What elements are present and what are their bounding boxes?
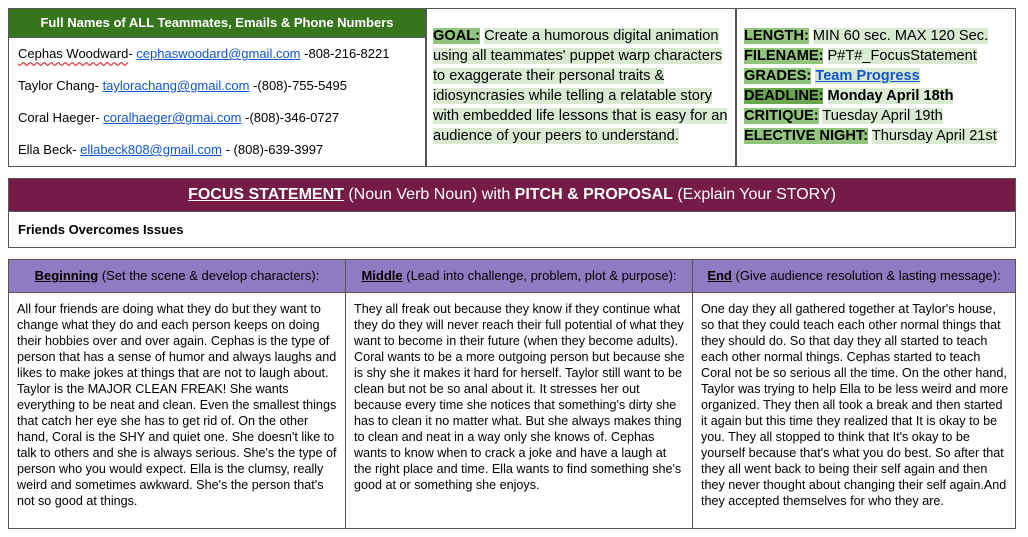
elective-line bbox=[744, 126, 1015, 146]
deadline-line bbox=[744, 86, 1015, 106]
beginning-label: Beginning bbox=[34, 268, 99, 283]
member-email-link[interactable]: cephaswoodard@gmail.com bbox=[136, 46, 301, 61]
goal-line: to exaggerate their personal traits & bbox=[433, 68, 665, 84]
middle-column bbox=[346, 260, 693, 528]
member-row: Cephas Woodward- cephaswoodard@gmail.com -808-216-8221 bbox=[18, 46, 390, 61]
middle-hint: (Lead into challenge, problem, plot & purpose): bbox=[402, 268, 677, 283]
end-column bbox=[693, 260, 1015, 528]
member-email-link[interactable]: coralhaeger@gmai.com bbox=[103, 110, 242, 125]
member-phone: - (808)-639-3997 bbox=[225, 142, 324, 157]
member-email-link[interactable]: taylorachang@gmail.com bbox=[102, 78, 250, 93]
goal-line: Create a humorous digital animation bbox=[484, 28, 719, 44]
member-phone: -808-216-8221 bbox=[304, 46, 390, 61]
beginning-hint: (Set the scene & develop characters): bbox=[98, 268, 320, 283]
goal-line: idiosyncrasies while telling a relatable story bbox=[433, 88, 713, 104]
focus-title-bold: FOCUS STATEMENT bbox=[188, 186, 344, 203]
goal-label: GOAL: bbox=[433, 28, 481, 44]
goal-line: audience of your peers to understand. bbox=[433, 128, 679, 144]
member-row: Taylor Chang- taylorachang@gmail.com -(808)-755-5495 bbox=[18, 78, 348, 93]
beginning-column bbox=[9, 260, 346, 528]
critique-line bbox=[744, 106, 1015, 126]
critique-value: Tuesday April 19th bbox=[822, 108, 943, 124]
focus-statement-text: Friends Overcomes Issues bbox=[18, 222, 184, 237]
end-text: One day they all gathered together at Taylor's house, so that they could teach each other normal things that they should do. So that day they all started to teach each other normal things. Cephas started to teach Coral not be so serious all the time. On the other hand, Taylor was trying to help Ella to be less weird and more organized. They then all took a break and then started it again but this time they realized that It is okay to be you. They all stopped to think that It's okay to be yourself because that's what you do best. So after that they all went back to being their self again and then they never thought about changing their self again.And they accepted themselves for who they are. bbox=[701, 302, 1009, 508]
project-info-box bbox=[736, 8, 1016, 167]
middle-text: They all freak out because they know if they continue what they do they will never reach their full potential of what they want to become in their future (when they become adults). Coral wants to be a more outgoing person but because she is shy she it makes it hard for herself. Taylor still want to be clean but not be so anal about it. It stresses her out because every time she notices that something's dirty she has to clean it no matter what. But she always makes thing to clean and neat in a way only she knows of. Cephas wants to know when to crack a joke and have a laugh at the right place and time. Ella wants to find something she's good at or something she enjoys. bbox=[354, 302, 685, 492]
member-phone: -(808)-346-0727 bbox=[245, 110, 340, 125]
beginning-text: All four friends are doing what they do but they want to change what they do and each person keeps on doing their hobbies over and over again. Cephas is the type of person that has a sense of humor and always laughs and likes to make jokes at things that are not to laugh about. Taylor is the MAJOR CLEAN FREAK! She wants everything to be neat and clean. Even the smallest things that catch her eye she has to get rid of. On the other hand, Coral is the SHY and quiet one. She doesn't like to talk to others and she is always serious. She's the type of person who you would expect. Ella is the clumsy, really weird and sometimes awkward. She's the person that's not so good at things. bbox=[17, 302, 337, 508]
filename-label: FILENAME: bbox=[744, 48, 824, 64]
end-header bbox=[693, 260, 1015, 293]
end-hint: (Give audience resolution & lasting message): bbox=[731, 268, 1001, 283]
deadline-label: DEADLINE: bbox=[744, 88, 824, 104]
length-value: MIN 60 sec. MAX 120 Sec. bbox=[812, 28, 989, 44]
member-name: Taylor Chang bbox=[18, 78, 95, 93]
length-label: LENGTH: bbox=[744, 28, 809, 44]
member-name: Ella Beck bbox=[18, 142, 73, 157]
end-label: End bbox=[707, 268, 732, 283]
grades-line bbox=[744, 66, 1015, 86]
story-table bbox=[8, 259, 1016, 529]
member-phone: -(808)-755-5495 bbox=[253, 78, 348, 93]
filename-line bbox=[744, 46, 1015, 66]
member-email-link[interactable]: ellabeck808@gmail.com bbox=[80, 142, 222, 157]
middle-label: Middle bbox=[361, 268, 403, 283]
focus-title bbox=[9, 179, 1015, 212]
member-row: Coral Haeger- coralhaeger@gmai.com -(808)-346-0727 bbox=[18, 110, 340, 125]
deadline-value: Monday April 18th bbox=[827, 88, 954, 104]
beginning-header bbox=[9, 260, 345, 293]
elective-value: Thursday April 21st bbox=[871, 128, 997, 144]
filename-value: P#T#_FocusStatement bbox=[827, 48, 977, 64]
critique-label: CRITIQUE: bbox=[744, 108, 819, 124]
goal-box bbox=[426, 8, 736, 167]
focus-title-end: (Explain Your STORY) bbox=[672, 186, 836, 203]
grades-label: GRADES: bbox=[744, 68, 812, 84]
goal-line: with embedded life lessons that is easy for an bbox=[433, 108, 728, 124]
team-contacts-box bbox=[8, 8, 426, 167]
member-name: Coral Haeger bbox=[18, 110, 96, 125]
member-row: Ella Beck- ellabeck808@gmail.com - (808)-639-3997 bbox=[18, 142, 324, 157]
team-progress-link[interactable]: Team Progress bbox=[815, 68, 920, 84]
middle-header bbox=[346, 260, 692, 293]
focus-title-bold2: PITCH & PROPOSAL bbox=[514, 186, 673, 203]
length-line bbox=[744, 26, 1015, 46]
goal-line: using all teammates' puppet warp characters bbox=[433, 48, 723, 64]
goal-text bbox=[433, 26, 729, 146]
elective-label: ELECTIVE NIGHT: bbox=[744, 128, 869, 144]
focus-title-mid: (Noun Verb Noun) with bbox=[343, 186, 515, 203]
team-header: Full Names of ALL Teammates, Emails & Phone Numbers bbox=[9, 9, 425, 38]
focus-statement-box bbox=[8, 178, 1016, 248]
member-name: Cephas Woodward bbox=[18, 46, 129, 61]
